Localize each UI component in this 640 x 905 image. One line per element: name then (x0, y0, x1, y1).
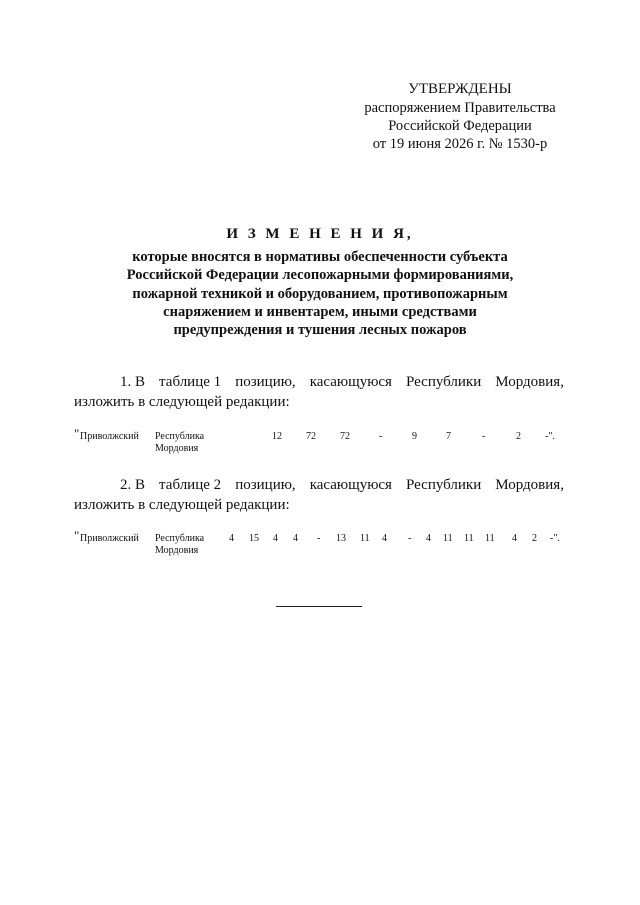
closing-separator-line (276, 606, 362, 607)
value-cell: 72 (306, 431, 316, 442)
value-cell: 11 (360, 533, 370, 544)
word: касающуюся (309, 374, 392, 390)
district-cell: Приволжский (80, 431, 139, 442)
value-cell: 2 (516, 431, 521, 442)
value-cell: -". (550, 533, 560, 544)
value-cell: 12 (272, 431, 282, 442)
value-cell: 4 (512, 533, 517, 544)
value-cell: 11 (485, 533, 495, 544)
word: 2. В (120, 477, 146, 493)
value-cell: 4 (293, 533, 298, 544)
paragraph-second-line: изложить в следующей редакции: (74, 394, 290, 410)
open-quote: " (74, 426, 80, 441)
word: Республики (406, 374, 482, 390)
word: Республики (406, 477, 482, 493)
amendment-paragraph-2 (74, 475, 564, 515)
subtitle-line: Российской Федерации лесопожарными формированиями, (126, 267, 514, 284)
amendment-paragraph-1 (74, 372, 564, 412)
value-cell: 4 (273, 533, 278, 544)
value-cell: 15 (249, 533, 259, 544)
paragraph-second-line: изложить в следующей редакции: (74, 497, 290, 513)
approval-line-2: Российской Федерации (388, 118, 532, 134)
value-cell: 9 (412, 431, 417, 442)
paragraph-first-line (74, 475, 564, 495)
approval-line-1: распоряжением Правительства (364, 100, 556, 116)
region-cell-line-2: Мордовия (155, 545, 199, 556)
region-cell-line-1: Республика (155, 533, 205, 544)
value-cell: -". (545, 431, 555, 442)
approval-heading: УТВЕРЖДЕНЫ (408, 81, 512, 97)
value-cell: - (317, 533, 321, 544)
subtitle-line: предупреждения и тушения лесных пожаров (173, 322, 467, 339)
open-quote: " (74, 528, 80, 543)
document-title: И З М Е Н Е Н И Я, (226, 226, 414, 242)
word: касающуюся (309, 477, 392, 493)
word: таблице 2 (159, 477, 222, 493)
approval-block (330, 80, 590, 153)
word: позицию, (235, 477, 296, 493)
word: таблице 1 (159, 374, 222, 390)
value-cell: 11 (443, 533, 453, 544)
region-cell-line-1: Республика (155, 431, 205, 442)
value-cell: - (482, 431, 486, 442)
value-cell: - (408, 533, 412, 544)
value-cell: 7 (446, 431, 451, 442)
paragraph-first-line (74, 372, 564, 392)
subtitle-line: пожарной техникой и оборудованием, противопожарным (132, 285, 508, 302)
value-cell: - (379, 431, 383, 442)
value-cell: 4 (426, 533, 431, 544)
value-cell: 2 (532, 533, 537, 544)
document-subtitle (95, 248, 545, 339)
value-cell: 4 (229, 533, 234, 544)
value-cell: 13 (336, 533, 346, 544)
subtitle-line: снаряжением и инвентарем, иными средствами (163, 303, 477, 320)
value-cell: 4 (382, 533, 387, 544)
approval-line-3: от 19 июня 2026 г. № 1530-р (372, 136, 548, 152)
word: 1. В (120, 374, 146, 390)
word: Мордовия, (495, 374, 564, 390)
subtitle-line: которые вносятся в нормативы обеспеченности субъекта (132, 249, 508, 265)
word: позицию, (235, 374, 296, 390)
value-cell: 11 (464, 533, 474, 544)
region-cell-line-2: Мордовия (155, 443, 199, 454)
value-cell: 72 (340, 431, 350, 442)
word: Мордовия, (495, 477, 564, 493)
district-cell: Приволжский (80, 533, 139, 544)
